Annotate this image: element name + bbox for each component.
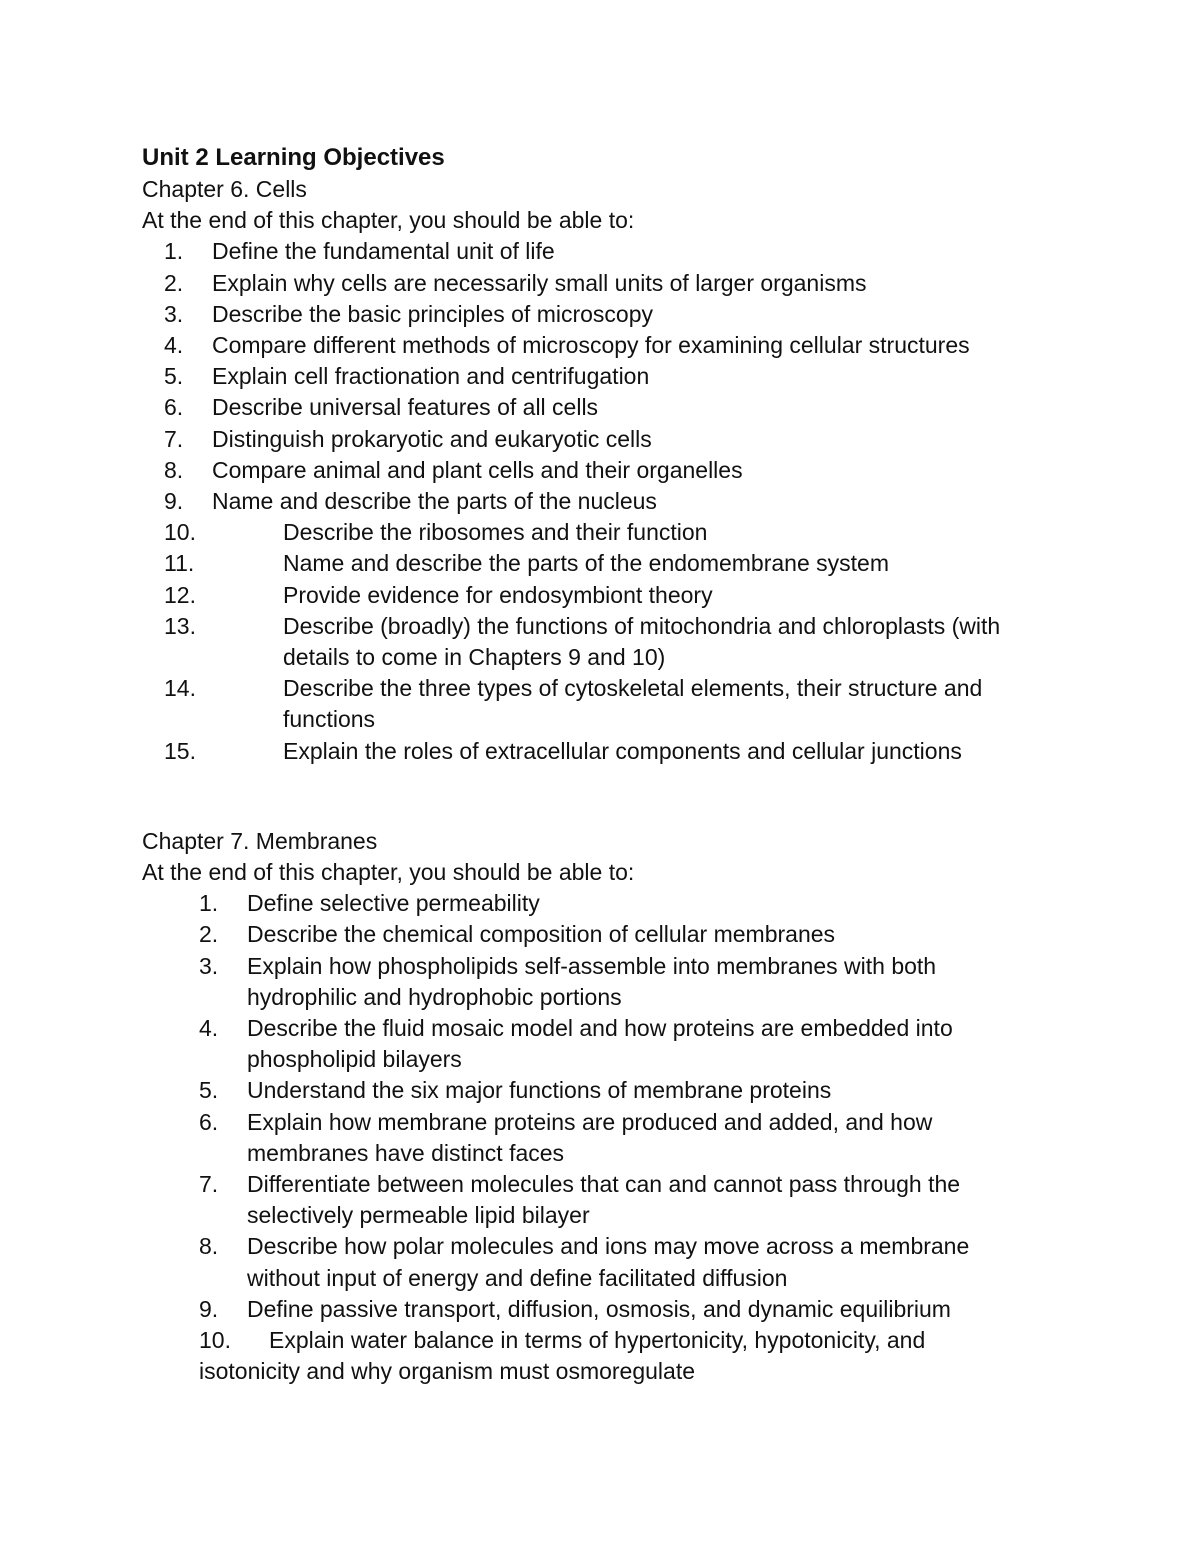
- item-text: Understand the six major functions of membrane proteins: [247, 1077, 832, 1104]
- item-text: Describe universal features of all cells: [212, 394, 599, 421]
- document-title: Unit 2 Learning Objectives: [142, 144, 445, 171]
- list-item: [142, 951, 1022, 1013]
- list-item: [142, 1107, 1022, 1169]
- item-text: Describe how polar molecules and ions may move across a membrane without input of energy and define facilitated diffusion: [247, 1233, 970, 1291]
- list-item: [142, 1231, 1022, 1293]
- list-item: [142, 392, 1042, 423]
- item-number: 6.: [199, 1108, 219, 1135]
- item-text: Describe the chemical composition of cellular membranes: [247, 921, 836, 948]
- list-item: [142, 268, 1042, 299]
- list-item: [142, 1294, 1022, 1325]
- item-text: Explain how membrane proteins are produced and added, and how membranes have distinct faces: [247, 1108, 933, 1166]
- item-text: Name and describe the parts of the nucleus: [212, 488, 657, 514]
- chapter-intro: At the end of this chapter, you should be able to:: [142, 207, 635, 234]
- item-number: 1.: [199, 890, 219, 917]
- list-item: [142, 1169, 1022, 1231]
- item-text: Differentiate between molecules that can and cannot pass through the selectively permeable lipid bilayer: [247, 1171, 961, 1229]
- item-number: 6.: [164, 394, 184, 421]
- item-text: Distinguish prokaryotic and eukaryotic cells: [212, 425, 652, 452]
- item-text: Explain why cells are necessarily small units of larger organisms: [212, 269, 867, 296]
- item-number: 4.: [199, 1015, 219, 1042]
- item-number: 2.: [164, 269, 184, 296]
- item-number: 10.: [199, 1327, 231, 1354]
- item-number: 1.: [164, 238, 184, 265]
- list-item: [142, 486, 1042, 517]
- item-number: 9.: [164, 488, 184, 514]
- list-item: [142, 330, 1042, 361]
- chapter-section: [142, 174, 1072, 767]
- item-number: 3.: [199, 952, 219, 979]
- list-item: [142, 548, 1042, 579]
- item-text-line-1: Describe (broadly) the functions of mitochondria and chloroplasts (with details to come in Chapters 9 and 10): [283, 612, 1001, 671]
- section-spacer: [142, 767, 1072, 826]
- chapter-heading: Chapter 6. Cells: [142, 176, 307, 202]
- item-text: Explain how phospholipids self-assemble into membranes with both hydrophilic and hydrophobic portions: [247, 952, 937, 1010]
- item-text: Explain the roles of extracellular components and cellular junctions: [283, 737, 962, 764]
- item-text: Define passive transport, diffusion, osmosis, and dynamic equilibrium: [247, 1295, 951, 1322]
- item-number: 7.: [199, 1171, 219, 1198]
- document-page: [142, 141, 1072, 1387]
- list-item: [142, 236, 1042, 267]
- objectives-list: [142, 236, 1042, 766]
- item-text: [283, 611, 1044, 673]
- item-text: Describe the ribosomes and their function: [283, 519, 708, 546]
- list-item: [142, 611, 1044, 673]
- item-number: 5.: [164, 363, 184, 390]
- objectives-list: [142, 888, 1022, 1387]
- list-item: [142, 424, 1042, 455]
- chapter-intro: At the end of this chapter, you should be able to:: [142, 859, 635, 886]
- item-number: 14.: [164, 675, 196, 702]
- list-item: [142, 1075, 1022, 1106]
- item-text: Define selective permeability: [247, 890, 540, 917]
- list-item: [142, 1325, 959, 1387]
- item-text: Describe the basic principles of microscopy: [212, 300, 654, 327]
- item-number: 11.: [164, 550, 195, 577]
- item-number: 8.: [199, 1233, 219, 1260]
- item-number: 7.: [164, 425, 184, 452]
- chapter-section: [142, 826, 1072, 1388]
- list-item: [142, 673, 1044, 735]
- item-text: Name and describe the parts of the endomembrane system: [283, 550, 889, 577]
- list-item: [142, 580, 1042, 611]
- item-number: 5.: [199, 1077, 219, 1104]
- chapter-heading: Chapter 7. Membranes: [142, 827, 378, 854]
- item-number: 15.: [164, 737, 196, 764]
- item-number: 13.: [164, 612, 196, 639]
- item-number: 3.: [164, 300, 184, 327]
- item-text: Explain cell fractionation and centrifugation: [212, 363, 650, 390]
- item-text: Provide evidence for endosymbiont theory: [283, 581, 713, 608]
- item-number: 2.: [199, 921, 219, 948]
- item-text: Describe the three types of cytoskeletal elements, their structure and functions: [283, 675, 983, 733]
- list-item: [142, 455, 1042, 486]
- item-text: Describe the fluid mosaic model and how proteins are embedded into phospholipid bilayers: [247, 1015, 953, 1073]
- list-item: [142, 736, 1042, 767]
- list-item: [142, 919, 1022, 950]
- list-item: [142, 299, 1042, 330]
- item-number: 8.: [164, 456, 184, 483]
- item-text: Define the fundamental unit of life: [212, 238, 555, 265]
- list-item: [142, 888, 1022, 919]
- item-number: 4.: [164, 331, 184, 358]
- list-item: [142, 361, 1042, 392]
- item-number: 10.: [164, 519, 196, 546]
- list-item: [142, 1013, 1022, 1075]
- item-number: 9.: [199, 1295, 219, 1322]
- item-text: Compare animal and plant cells and their organelles: [212, 456, 743, 483]
- item-text: Compare different methods of microscopy for examining cellular structures: [212, 331, 970, 358]
- item-text: Explain water balance in terms of hypertonicity, hypotonicity, and isotonicity and why organism must osmoregulate: [199, 1327, 926, 1385]
- item-number: 12.: [164, 581, 196, 608]
- list-item: [142, 517, 1042, 548]
